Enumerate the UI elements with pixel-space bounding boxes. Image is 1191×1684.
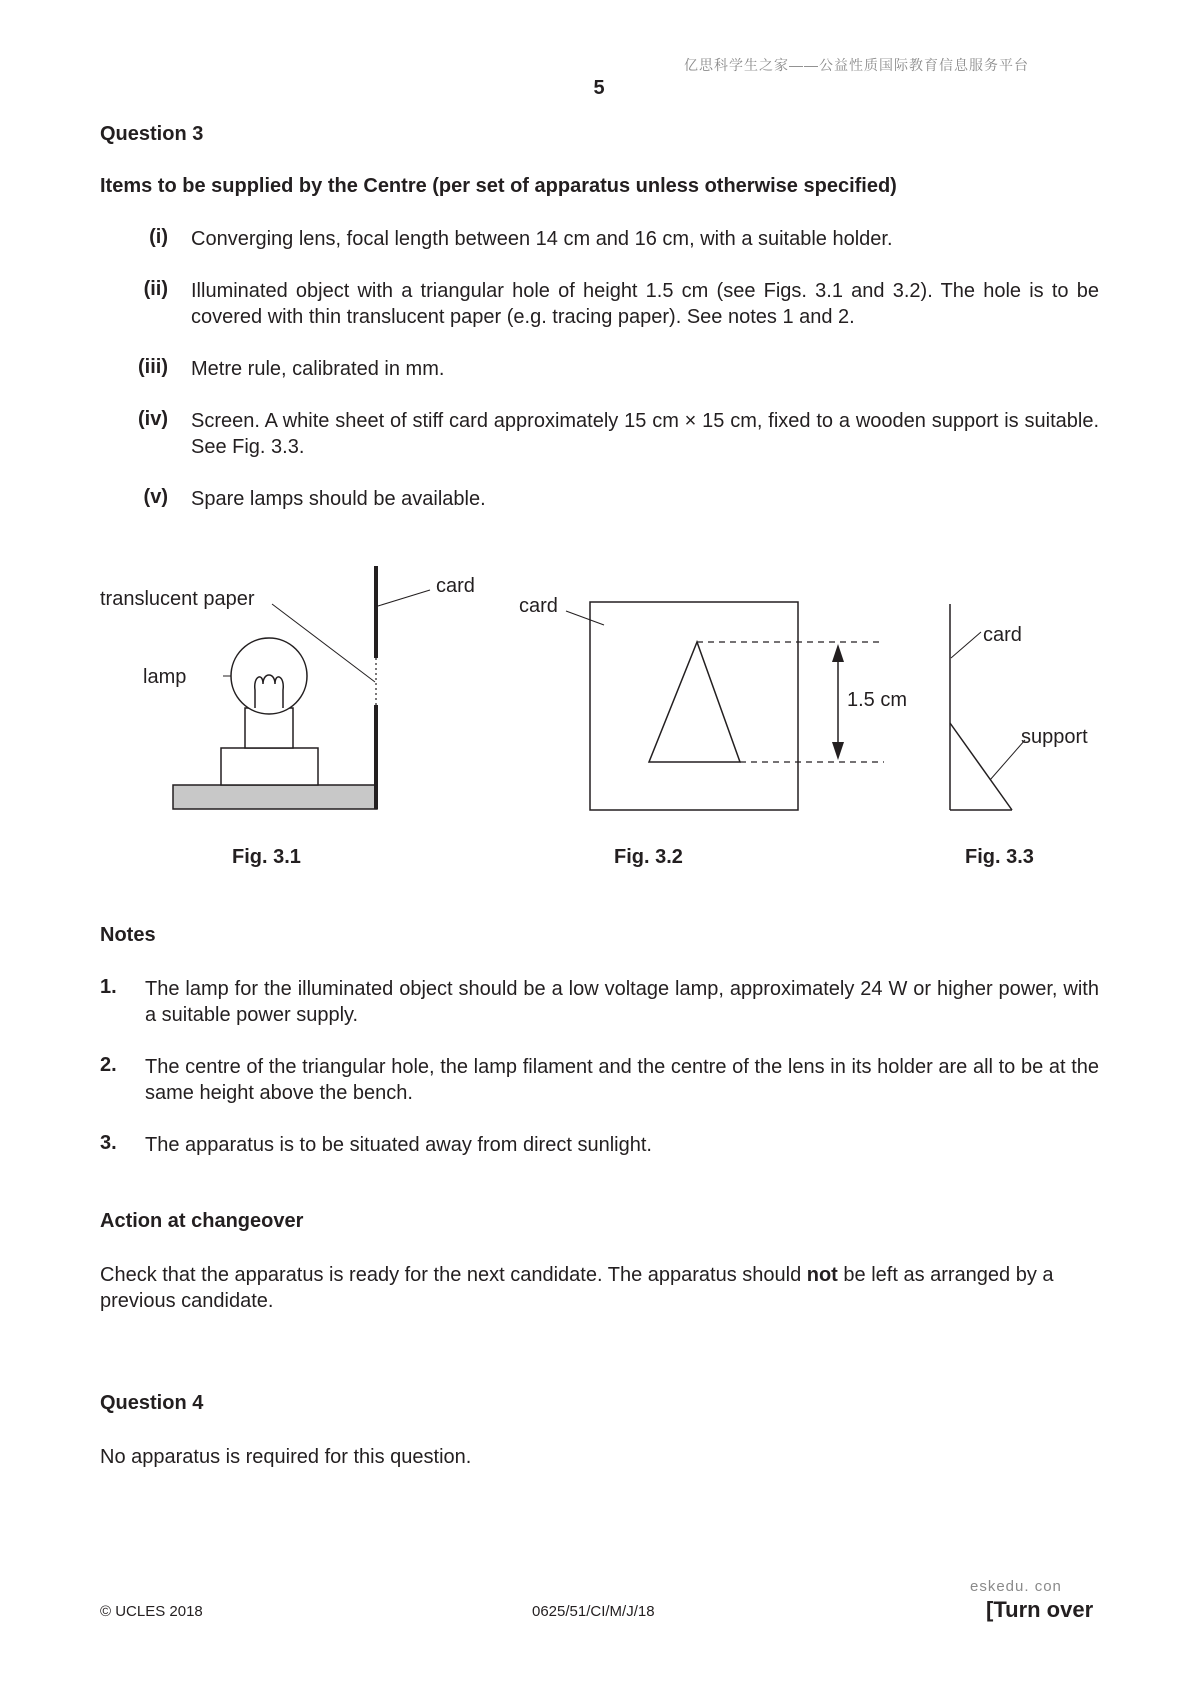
- site-watermark: eskedu. con: [970, 1578, 1062, 1595]
- fig-3-1-caption: Fig. 3.1: [232, 846, 301, 868]
- card-upper: [374, 566, 378, 658]
- changeover-text-end: be left as arranged by a previous candidate.: [100, 1264, 1054, 1312]
- item-label: (v): [143, 486, 168, 508]
- card-lower: [374, 705, 378, 809]
- item-text: Screen. A white sheet of stiff card approximately 15 cm × 15 cm, fixed to a wooden support is suitable. See Fig. 3.3.: [191, 410, 1099, 458]
- note-text: The apparatus is to be situated away from direct sunlight.: [145, 1134, 652, 1156]
- card-leader: [951, 632, 981, 658]
- support-leader: [990, 740, 1025, 780]
- item-label: (iv): [138, 408, 168, 430]
- notes-heading: Notes: [100, 924, 156, 946]
- item-label: (i): [149, 226, 168, 248]
- bench-block: [173, 785, 377, 809]
- item-text: Spare lamps should be available.: [191, 488, 486, 510]
- fig-3-3-screen-diagram: [950, 604, 1088, 810]
- lamp-bulb: [231, 638, 307, 714]
- item-text: Converging lens, focal length between 14 cm and 16 cm, with a suitable holder.: [191, 228, 893, 250]
- question-4-text: No apparatus is required for this question.: [100, 1446, 472, 1468]
- card-leader: [566, 611, 604, 625]
- support-label: support: [1021, 726, 1088, 748]
- card-label: card: [519, 595, 558, 617]
- lamp-label: lamp: [143, 666, 187, 688]
- changeover-text-start: Check that the apparatus is ready for the next candidate. The apparatus should: [100, 1264, 807, 1286]
- note-text: The lamp for the illuminated object should be a low voltage lamp, approximately 24 W or higher power, with a suitable power supply.: [145, 978, 1099, 1026]
- lamp-base: [221, 748, 318, 785]
- note-number: 1.: [100, 976, 117, 998]
- note-number: 2.: [100, 1054, 117, 1076]
- question-3-heading: Question 3: [100, 123, 204, 145]
- question-4-heading: Question 4: [100, 1392, 204, 1414]
- paper-code: 0625/51/CI/M/J/18: [532, 1603, 655, 1620]
- fig-3-3-caption: Fig. 3.3: [965, 846, 1034, 868]
- fig-3-1-lamp-diagram: [100, 566, 475, 809]
- translucent-paper-label: translucent paper: [100, 588, 255, 610]
- item-text: Metre rule, calibrated in mm.: [191, 358, 445, 380]
- fig-3-2-caption: Fig. 3.2: [614, 846, 683, 868]
- items-heading: Items to be supplied by the Centre (per set of apparatus unless otherwise specified): [100, 175, 897, 197]
- card-label: card: [983, 624, 1022, 646]
- page-number: 5: [593, 77, 605, 99]
- copyright: © UCLES 2018: [100, 1603, 203, 1620]
- item-label: (ii): [143, 278, 168, 300]
- note-number: 3.: [100, 1132, 117, 1154]
- arrow-down-icon: [832, 742, 844, 760]
- height-label: 1.5 cm: [847, 689, 908, 711]
- fig-3-2-card-diagram: [519, 595, 907, 810]
- triangular-hole: [649, 642, 740, 762]
- arrow-up-icon: [832, 644, 844, 662]
- changeover-heading: Action at changeover: [100, 1210, 304, 1232]
- changeover-emphasis: not: [806, 1264, 838, 1286]
- changeover-text: [100, 1262, 1099, 1314]
- watermark-text: 亿思科学生之家——公益性质国际教育信息服务平台: [684, 57, 1029, 73]
- turn-over-label: [Turn over: [986, 1597, 1094, 1622]
- support-diagonal: [950, 723, 1012, 810]
- item-label: (iii): [138, 356, 168, 378]
- note-text: The centre of the triangular hole, the lamp filament and the centre of the lens in its holder are all to be at the same height above the bench.: [145, 1056, 1099, 1104]
- card-label: card: [436, 575, 475, 597]
- item-text: Illuminated object with a triangular hole of height 1.5 cm (see Figs. 3.1 and 3.2). The hole is to be covered with thin translucent paper (e.g. tracing paper). See notes 1 and 2.: [191, 280, 1099, 328]
- card-leader: [378, 590, 430, 606]
